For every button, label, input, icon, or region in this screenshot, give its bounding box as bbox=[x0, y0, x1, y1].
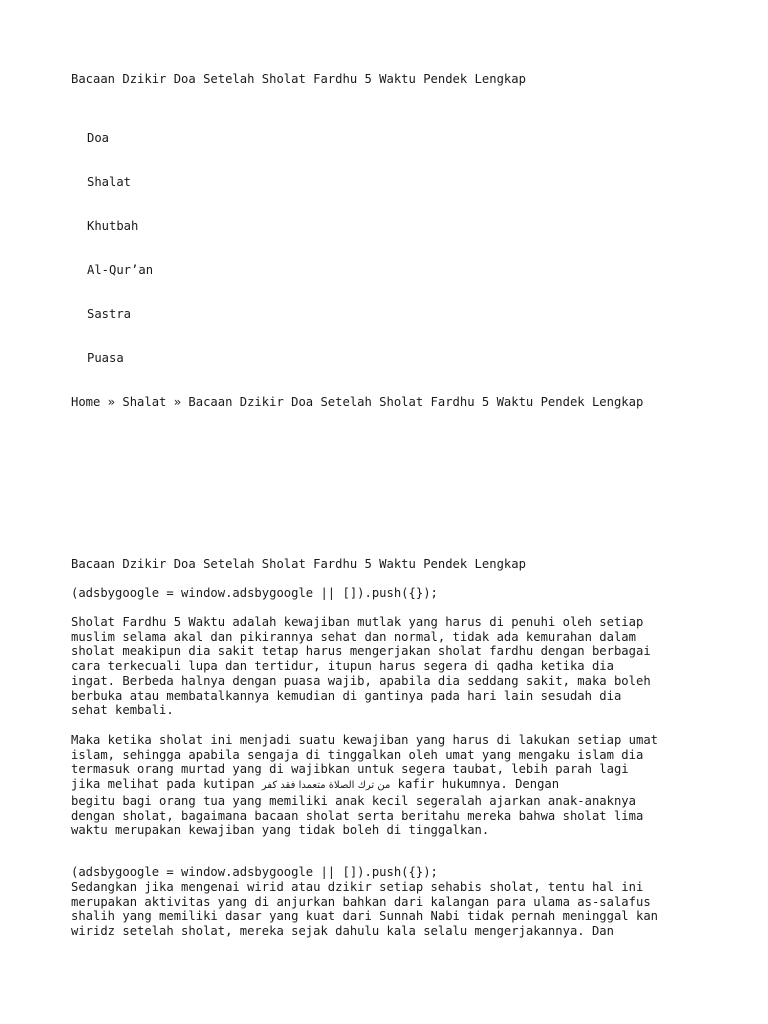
paragraph-3 bbox=[71, 880, 731, 939]
page-title: Bacaan Dzikir Doa Setelah Sholat Fardhu 5 Waktu Pendek Lengkap bbox=[71, 72, 526, 86]
nav-item-shalat[interactable]: Shalat bbox=[87, 175, 132, 189]
paragraph-line: sehat kembali. bbox=[71, 703, 174, 718]
paragraph-line: sholat meakipun dia sakit tetap harus mengerjakan sholat fardhu dengan berbagai bbox=[71, 644, 651, 659]
nav-item-puasa[interactable]: Puasa bbox=[87, 351, 124, 365]
paragraph-line: dengan sholat, bagaimana bacaan sholat serta beritahu mereka bahwa sholat lima bbox=[71, 808, 644, 823]
paragraph-line: cara terkecuali lupa dan tertidur, itupun harus segera di qadha ketika dia bbox=[71, 659, 614, 674]
paragraph-line: islam, sehingga apabila sengaja di tinggalkan oleh umat yang mengaku islam dia bbox=[71, 747, 644, 762]
paragraph-line: waktu merupakan kewajiban yang tidak boleh di tinggalkan. bbox=[71, 823, 490, 838]
paragraph-line: merupakan aktivitas yang di anjurkan bahkan dari kalangan para ulama as-salafus bbox=[71, 894, 651, 909]
quote-lead-text: jika melihat pada kutipan bbox=[71, 777, 262, 792]
breadcrumb: Home » Shalat » Bacaan Dzikir Doa Setelah Sholat Fardhu 5 Waktu Pendek Lengkap bbox=[71, 395, 644, 409]
paragraph-2 bbox=[71, 733, 731, 838]
nav-item-sastra[interactable]: Sastra bbox=[87, 307, 132, 321]
paragraph-line: muslim selama akal dan pikirannya sehat dan normal, tidak ada kemurahan dalam bbox=[71, 629, 636, 644]
ads-script-text-1: (adsbygoogle = window.adsbygoogle || []).push({}); bbox=[71, 586, 438, 600]
paragraph-line: Maka ketika sholat ini menjadi suatu kewajiban yang harus di lakukan setiap umat bbox=[71, 733, 658, 747]
nav-item-doa[interactable]: Doa bbox=[87, 131, 110, 145]
paragraph-line: wiridz setelah sholat, mereka sejak dahulu kala selalu mengerjakannya. Dan bbox=[71, 924, 614, 939]
nav-item-khutbah[interactable]: Khutbah bbox=[87, 219, 139, 233]
paragraph-line: shalih yang memiliki dasar yang kuat dari Sunnah Nabi tidak pernah meninggal kan bbox=[71, 909, 658, 924]
article-heading: Bacaan Dzikir Doa Setelah Sholat Fardhu 5 Waktu Pendek Lengkap bbox=[71, 557, 526, 571]
ads-script-text-2: (adsbygoogle = window.adsbygoogle || []).push({}); bbox=[71, 865, 438, 879]
nav-item-al-quran[interactable]: Al-Qur’an bbox=[87, 263, 154, 277]
paragraph-line: Sedangkan jika mengenai wirid atau dzikir setiap sehabis sholat, tentu hal ini bbox=[71, 880, 644, 894]
paragraph-line: Sholat Fardhu 5 Waktu adalah kewajiban mutlak yang harus di penuhi oleh setiap bbox=[71, 615, 644, 629]
arabic-quote: من ترك الصلاة متعمدا فقد كفر bbox=[261, 780, 391, 792]
paragraph-line: begitu bagi orang tua yang memiliki anak kecil segeralah ajarkan anak-anaknya bbox=[71, 793, 636, 808]
paragraph-line-with-quote bbox=[71, 777, 731, 794]
paragraph-line: berbuka atau membatalkannya kemudian di gantinya pada hari lain sesudah dia bbox=[71, 688, 622, 703]
quote-tail-text: kafir hukumnya. Dengan bbox=[390, 777, 560, 792]
paragraph-1 bbox=[71, 615, 731, 718]
paragraph-line: termasuk orang murtad yang di wajibkan untuk segera taubat, lebih parah lagi bbox=[71, 762, 629, 777]
paragraph-line: ingat. Berbeda halnya dengan puasa wajib, apabila dia seddang sakit, maka boleh bbox=[71, 673, 651, 688]
